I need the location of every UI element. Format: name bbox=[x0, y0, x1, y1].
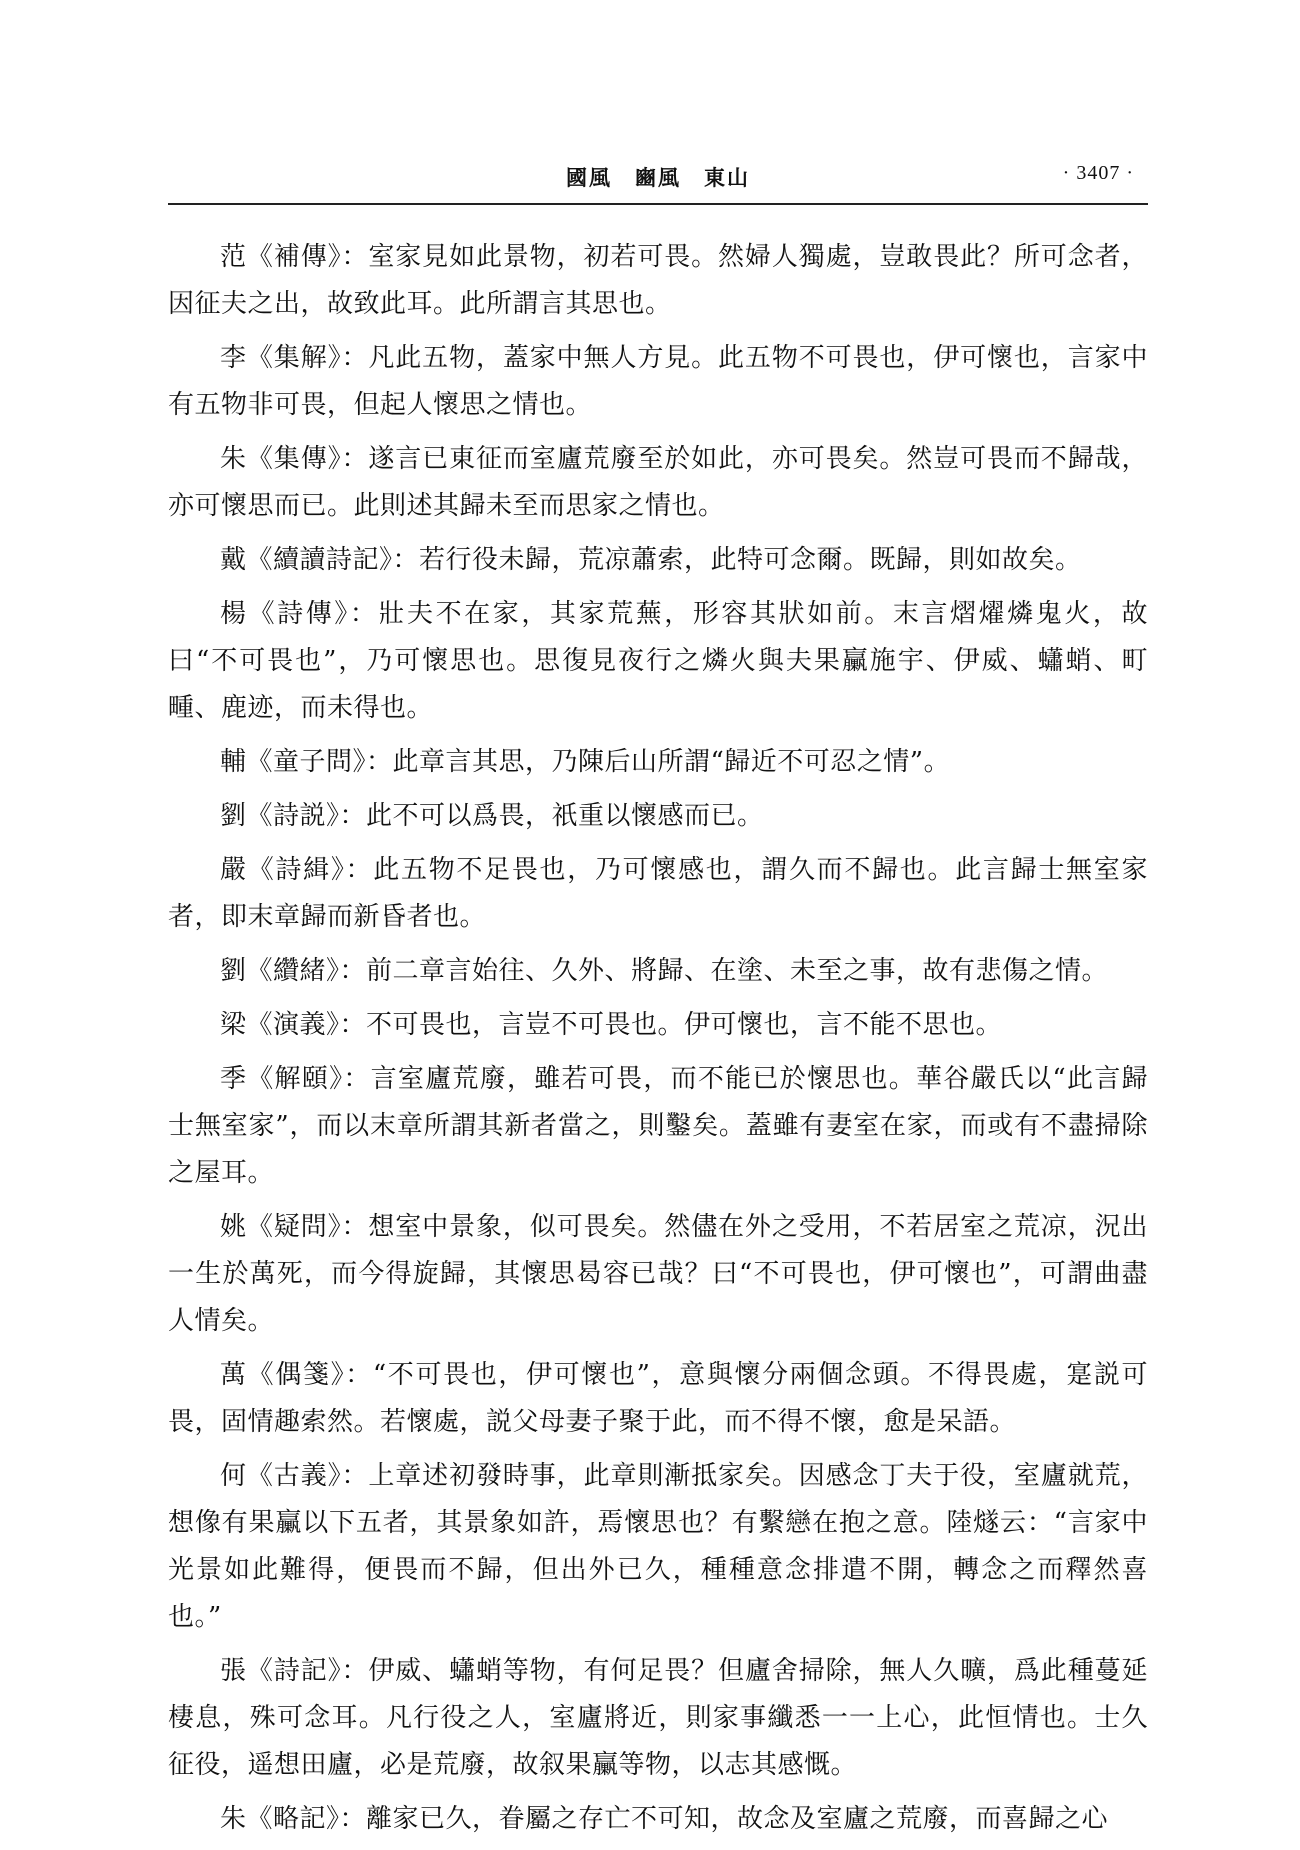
commentary-paragraph: 姚《疑問》：想室中景象，似可畏矣。然儘在外之受用，不若居室之荒凉，況出一生於萬死，而今得旋歸，其懷思曷容已哉？曰“不可畏也，伊可懷也”，可謂曲盡人情矣。 bbox=[168, 1212, 1148, 1336]
commentary-paragraph: 劉《纘緒》：前二章言始往、久外、將歸、在塗、未至之事，故有悲傷之情。 bbox=[220, 956, 1109, 986]
commentary-paragraph: 嚴《詩緝》：此五物不足畏也，乃可懷感也，謂久而不歸也。此言歸士無室家者，即末章歸而新昏者也。 bbox=[168, 855, 1148, 932]
commentary-paragraph: 戴《續讀詩記》：若行役未歸，荒凉蕭索，此特可念爾。既歸，則如故矣。 bbox=[220, 545, 1082, 575]
commentary-paragraph: 梁《演義》：不可畏也，言豈不可畏也。伊可懷也，言不能不思也。 bbox=[220, 1010, 1003, 1040]
header-rule bbox=[168, 203, 1148, 205]
commentary-paragraph: 朱《集傳》：遂言已東征而室廬荒廢至於如此，亦可畏矣。然豈可畏而不歸哉，亦可懷思而已。此則述其歸未至而思家之情也。 bbox=[168, 444, 1148, 521]
commentary-paragraph: 輔《童子問》：此章言其思，乃陳后山所謂“歸近不可忍之情”。 bbox=[220, 747, 951, 777]
running-head-title: 國風 豳風 東山 bbox=[566, 165, 750, 190]
commentary-paragraph: 劉《詩説》：此不可以爲畏，祇重以懷感而已。 bbox=[220, 801, 764, 831]
commentary-paragraph: 朱《略記》：離家已久，眷屬之存亡不可知，故念及室廬之荒廢，而喜歸之心 bbox=[220, 1804, 1109, 1834]
commentary-paragraph: 李《集解》：凡此五物，蓋家中無人方見。此五物不可畏也，伊可懷也，言家中有五物非可畏，但起人懷思之情也。 bbox=[168, 343, 1148, 420]
commentary-body bbox=[168, 234, 1148, 1850]
commentary-paragraph: 范《補傳》：室家見如此景物，初若可畏。然婦人獨處，豈敢畏此？所可念者，因征夫之出，故致此耳。此所謂言其思也。 bbox=[168, 242, 1148, 319]
commentary-paragraph: 張《詩記》：伊威、蠨蛸等物，有何足畏？但廬舍掃除，無人久曠，爲此種蔓延棲息，殊可念耳。凡行役之人，室廬將近，則家事纖悉一一上心，此恒情也。士久征役，遥想田廬，必是荒廢，故叙果臝等物，以志其感慨。 bbox=[168, 1656, 1148, 1780]
page-number: · 3407 · bbox=[1062, 162, 1134, 184]
commentary-paragraph: 萬《偶箋》：“不可畏也，伊可懷也”，意與懷分兩個念頭。不得畏處，寔説可畏，固情趣索然。若懷處，説父母妻子聚于此，而不得不懷，愈是呆語。 bbox=[168, 1360, 1148, 1437]
commentary-paragraph: 楊《詩傳》：壯夫不在家，其家荒蕪，形容其狀如前。末言熠燿燐鬼火，故曰“不可畏也”，乃可懷思也。思復見夜行之燐火與夫果臝施宇、伊威、蠨蛸、町畽、鹿迹，而未得也。 bbox=[168, 599, 1148, 723]
commentary-paragraph: 季《解頤》：言室廬荒廢，雖若可畏，而不能已於懷思也。華谷嚴氏以“此言歸士無室家”，而以末章所謂其新者當之，則鑿矣。蓋雖有妻室在家，而或有不盡掃除之屋耳。 bbox=[168, 1064, 1148, 1188]
commentary-paragraph: 何《古義》：上章述初發時事，此章則漸抵家矣。因感念丁夫于役，室廬就荒，想像有果臝以下五者，其景象如許，焉懷思也？有繫戀在抱之意。陸燧云：“言家中光景如此難得，便畏而不歸，但出外已久，種種意念排遣不開，轉念之而釋然喜也。” bbox=[168, 1461, 1148, 1632]
running-header bbox=[168, 158, 1148, 198]
